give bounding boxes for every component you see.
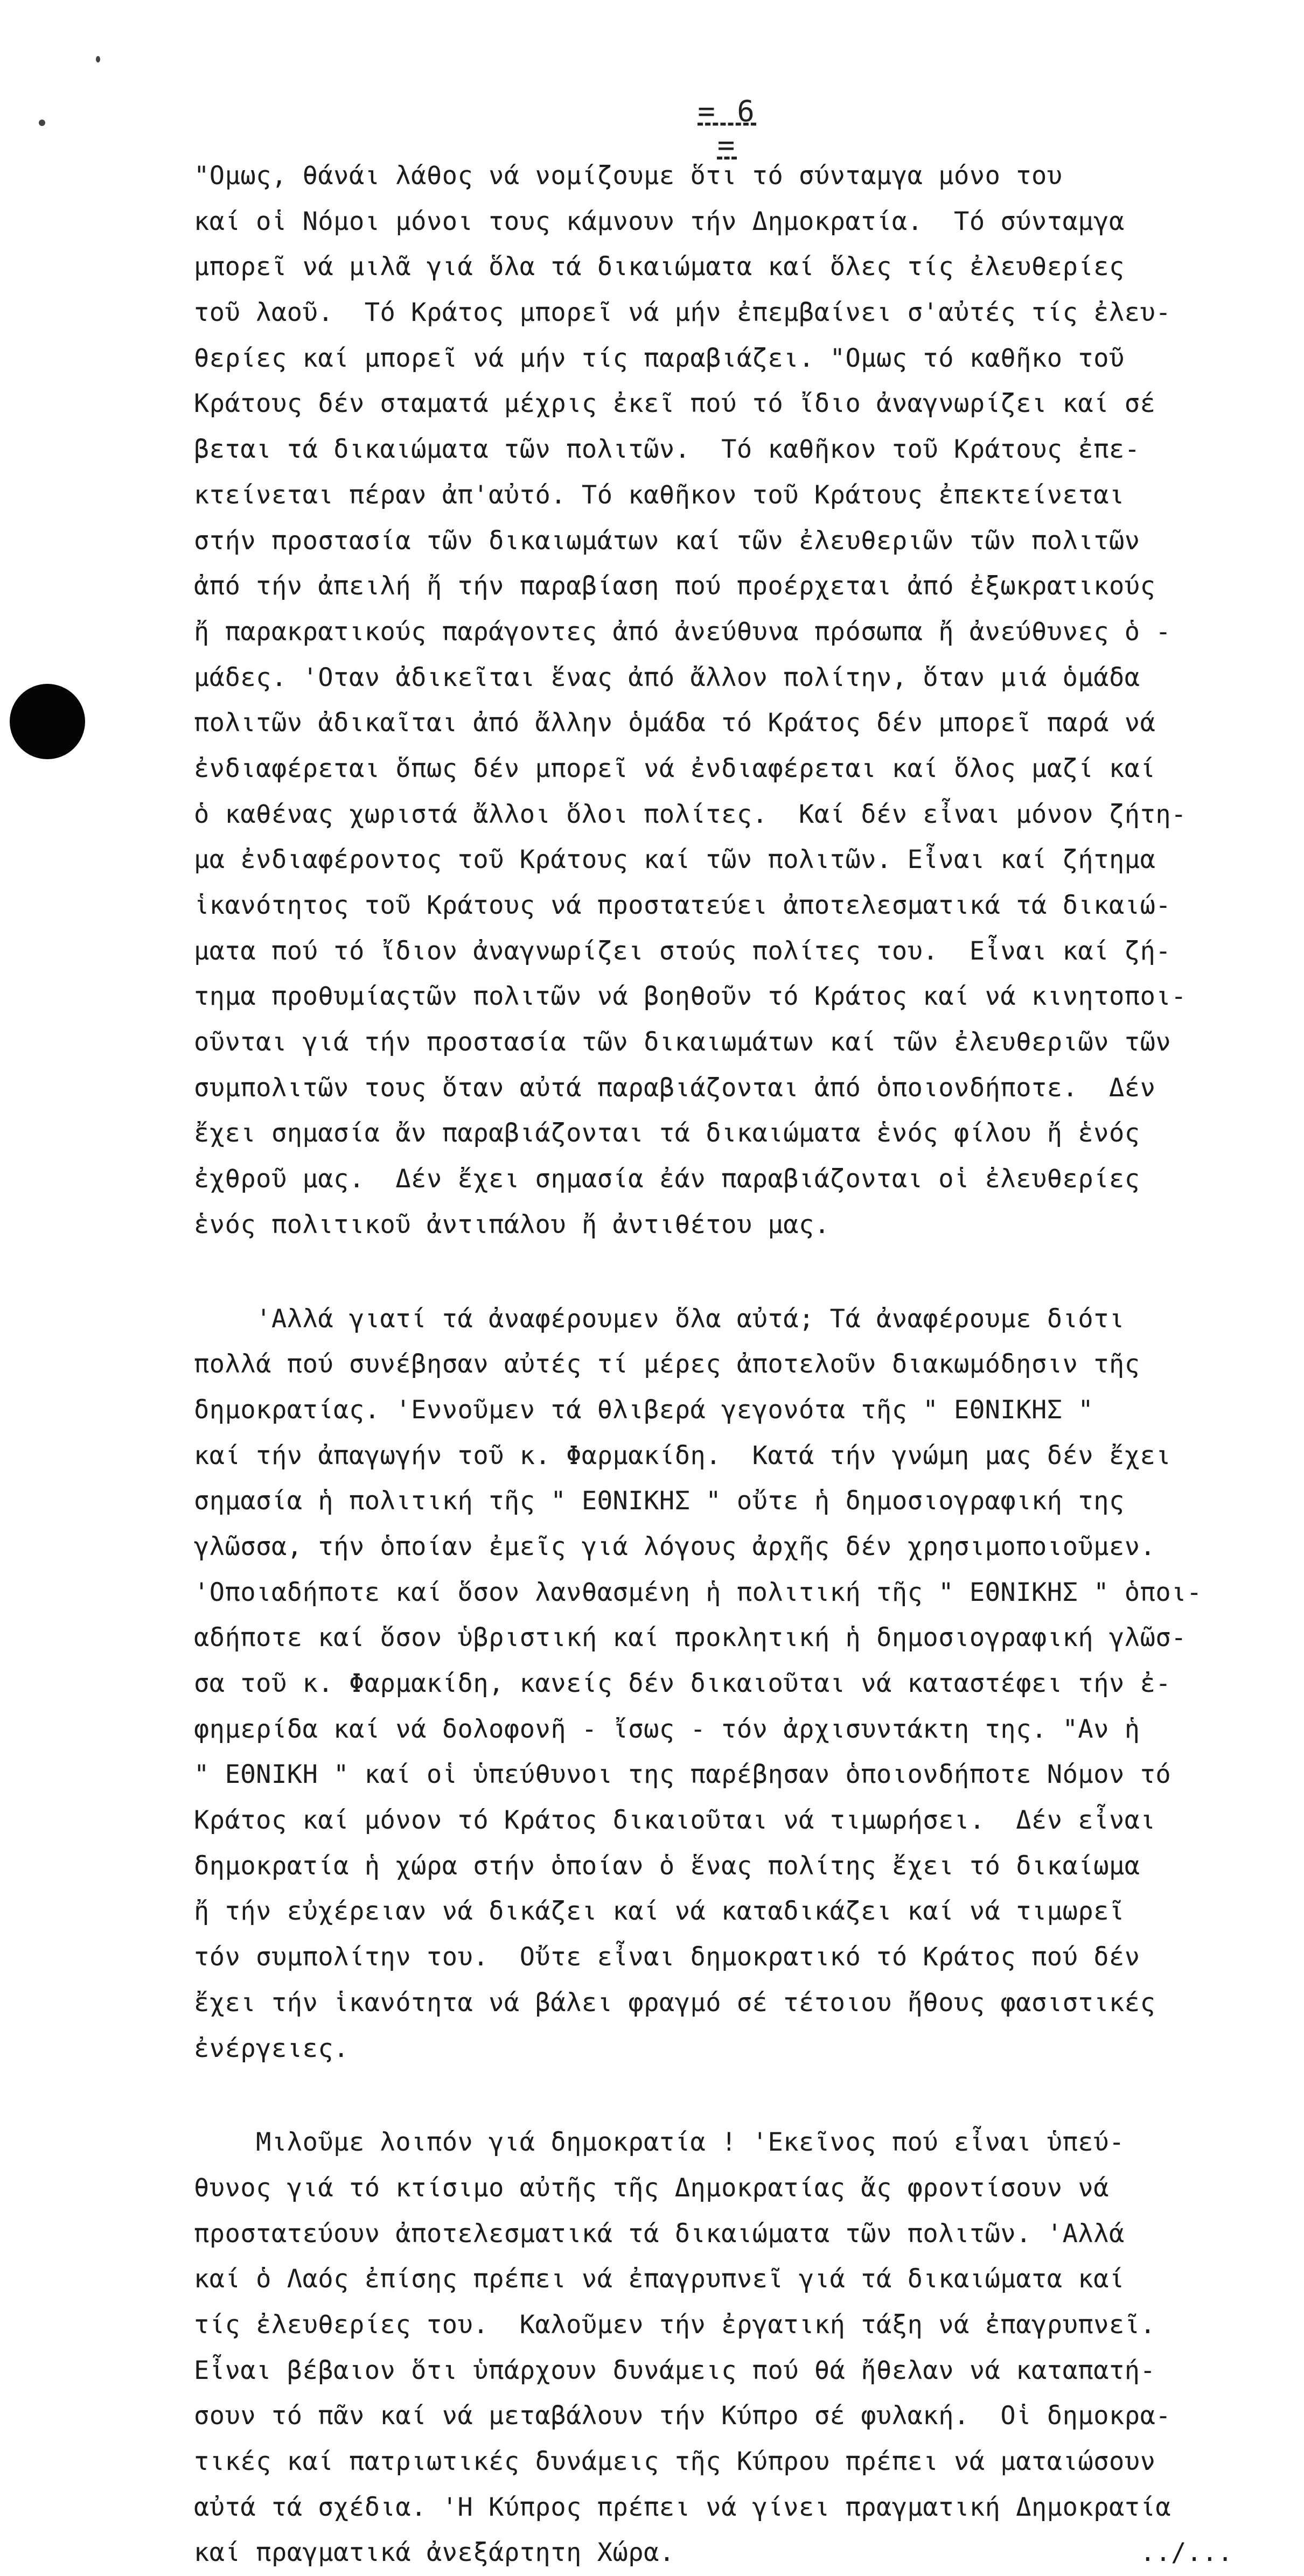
text-line: "Ομως, θάνάι λάθος νά νομίζουμε ὅτι τό σύνταμγα μόνο του — [194, 161, 1063, 191]
text-line: Εἶναι βέβαιον ὅτι ὑπάρχουν δυνάμεις πού θά ἤθελαν νά καταπατή- — [194, 2355, 1156, 2385]
text-line: ὁ καθένας χωριστά ἄλλοι ὅλοι πολίτες. Καί δέν εἶναι μόνον ζήτη- — [194, 799, 1187, 829]
text-line: " ΕΘΝΙΚΗ " καί οἱ ὑπεύθυνοι της παρέβησαν ὁποιονδήποτε Νόμον τό — [194, 1760, 1171, 1790]
text-line: Κράτους δέν σταματά μέχρις ἐκεῖ πού τό ἴδιο ἀναγνωρίζει καί σέ — [194, 389, 1156, 419]
text-line: ματα πού τό ἴδιον ἀναγνωρίζει στούς πολίτες του. Εἶναι καί ζή- — [194, 936, 1171, 966]
ink-speck — [39, 120, 45, 126]
text-line: σουν τό πᾶν καί νά μεταβάλουν τήν Κύπρο σέ φυλακή. Οἱ δημοκρα- — [194, 2401, 1171, 2431]
paragraph-gap — [194, 2071, 1298, 2120]
text-line: κτείνεται πέραν ἀπ'αὐτό. Τό καθῆκον τοῦ Κράτους ἐπεκτείνεται — [194, 480, 1125, 510]
text-line: βεται τά δικαιώματα τῶν πολιτῶν. Τό καθῆκον τοῦ Κράτους ἐπε- — [194, 435, 1140, 465]
text-line: Κράτος καί μόνον τό Κράτος δικαιοῦται νά τιμωρήσει. Δέν εἶναι — [194, 1805, 1156, 1836]
text-line: 'Αλλά γιατί τά ἀναφέρουμεν ὅλα αὐτά; Τά ἀναφέρουμε διότι — [194, 1304, 1125, 1334]
text-line: τημα προθυμίαςτῶν πολιτῶν νά βοηθοῦν τό Κράτος καί νά κινητοποι- — [194, 982, 1187, 1012]
text-line: τοῦ λαοῦ. Τό Κράτος μπορεῖ νά μήν ἐπεμβαίνει σ'αὐτές τίς ἐλευ- — [194, 298, 1171, 328]
text-line: ἐνδιαφέρεται ὅπως δέν μπορεῖ νά ἐνδιαφέρεται καί ὅλος μαζί καί — [194, 753, 1156, 783]
paragraph-gap — [194, 1248, 1298, 1297]
text-line: θυνος γιά τό κτίσιμο αὐτῆς τῆς Δημοκρατίας ἄς φροντίσουν νά — [194, 2173, 1109, 2203]
page-number: = 6 = — [698, 94, 757, 162]
text-line: μπορεῖ νά μιλᾶ γιά ὅλα τά δικαιώματα καί ὅλες τίς ἐλευθερίες — [194, 252, 1125, 282]
text-line: συμπολιτῶν τους ὅταν αὐτά παραβιάζονται ἀπό ὁποιονδήποτε. Δέν — [194, 1073, 1156, 1103]
text-line: θερίες καί μπορεῖ νά μήν τίς παραβιάζει. "Ομως τό καθῆκο τοῦ — [194, 343, 1125, 373]
text-line: τίς ἐλευθερίες του. Καλοῦμεν τήν ἐργατική τάξη νά ἐπαγρυπνεῖ. — [194, 2309, 1156, 2340]
text-line: καί πραγματικά ἀνεξάρτητη Χώρα. ../... — [194, 2538, 1233, 2568]
text-line: ἔχει σημασία ἄν παραβιάζονται τά δικαιώματα ἑνός φίλου ἤ ἑνός — [194, 1118, 1140, 1149]
text-line: δημοκρατία ἡ χώρα στήν ὁποίαν ὁ ἕνας πολίτης ἔχει τό δικαίωμα — [194, 1851, 1140, 1881]
text-line: μα ἐνδιαφέροντος τοῦ Κράτους καί τῶν πολιτῶν. Εἶναι καί ζήτημα — [194, 845, 1156, 875]
text-line: πολιτῶν ἀδικαῖται ἀπό ἄλλην ὁμάδα τό Κράτος δέν μπορεῖ παρά νά — [194, 708, 1156, 738]
text-line: καί οἱ Νόμοι μόνοι τους κάμνουν τήν Δημοκρατία. Τό σύνταμγα — [194, 206, 1125, 236]
text-line: αὐτά τά σχέδια. 'Η Κύπρος πρέπει νά γίνει πραγματική Δημοκρατία — [194, 2492, 1171, 2522]
paragraph-1 — [194, 153, 1298, 1248]
text-line: ἱκανότητος τοῦ Κράτους νά προστατεύει ἀποτελεσματικά τά δικαιώ- — [194, 891, 1171, 920]
text-line: ἀπό τήν ἀπειλή ἤ τήν παραβίαση πού προέρχεται ἀπό ἐξωκρατικούς — [194, 571, 1156, 601]
text-line: Μιλοῦμε λοιπόν γιά δημοκρατία ! 'Εκεῖνος πού εἶναι ὑπεύ- — [194, 2127, 1125, 2158]
text-line: ἔχει τήν ἱκανότητα νά βάλει φραγμό σέ τέτοιου ἤθους φασιστικές — [194, 1987, 1156, 2018]
paragraph-3 — [194, 2120, 1298, 2576]
text-line: πολλά πού συνέβησαν αὐτές τί μέρες ἀποτελοῦν διακωμόδησιν τῆς — [194, 1349, 1140, 1380]
ink-speck — [96, 56, 100, 62]
text-line: γλῶσσα, τήν ὁποίαν ἐμεῖς γιά λόγους ἀρχῆς δέν χρησιμοποιοῦμεν. — [194, 1531, 1156, 1562]
text-line: μάδες. 'Οταν ἀδικεῖται ἕνας ἀπό ἄλλον πολίτην, ὅταν μιά ὁμάδα — [194, 662, 1140, 692]
text-line: τόν συμπολίτην του. Οὔτε εἶναι δημοκρατικό τό Κράτος πού δέν — [194, 1942, 1140, 1972]
text-line: οῦνται γιά τήν προστασία τῶν δικαιωμάτων καί τῶν ἐλευθεριῶν τῶν — [194, 1027, 1171, 1058]
body-text — [194, 153, 1298, 2576]
text-line: ἤ τήν εὐχέρειαν νά δικάζει καί νά καταδικάζει καί νά τιμωρεῖ — [194, 1896, 1125, 1927]
text-line: φημερίδα καί νά δολοφονῆ - ἴσως - τόν ἀρχισυντάκτη της. "Αν ἡ — [194, 1714, 1140, 1744]
paragraph-2 — [194, 1297, 1298, 2072]
punch-hole — [10, 684, 85, 759]
text-line: αδήποτε καί ὅσον ὑβριστική καί προκλητική ἡ δημοσιογραφική γλῶσ- — [194, 1623, 1187, 1653]
text-line: καί τήν ἀπαγωγήν τοῦ κ. Φαρμακίδη. Κατά τήν γνώμη μας δέν ἔχει — [194, 1440, 1171, 1471]
text-line: προστατεύουν ἀποτελεσματικά τά δικαιώματα τῶν πολιτῶν. 'Αλλά — [194, 2218, 1125, 2249]
text-line: ἑνός πολιτικοῦ ἀντιπάλου ἤ ἀντιθέτου μας. — [194, 1209, 830, 1240]
text-line: σημασία ἡ πολιτική τῆς " ΕΘΝΙΚΗΣ " οὔτε ἡ δημοσιογραφική της — [194, 1486, 1125, 1516]
text-line: σα τοῦ κ. Φαρμακίδη, κανείς δέν δικαιοῦται νά καταστέφει τήν ἐ- — [194, 1669, 1171, 1698]
text-line: στήν προστασία τῶν δικαιωμάτων καί τῶν ἐλευθεριῶν τῶν πολιτῶν — [194, 526, 1140, 556]
text-line: καί ὁ Λαός ἐπίσης πρέπει νά ἐπαγρυπνεῖ γιά τά δικαιώματα καί — [194, 2264, 1125, 2294]
text-line: ἤ παρακρατικούς παράγοντες ἀπό ἀνεύθυνα πρόσωπα ἤ ἀνεύθυνες ὁ - — [194, 617, 1171, 647]
text-line: δημοκρατίας. 'Εννοῦμεν τά θλιβερά γεγονότα τῆς " ΕΘΝΙΚΗΣ " — [194, 1395, 1094, 1425]
text-line: τικές καί πατριωτικές δυνάμεις τῆς Κύπρου πρέπει νά ματαιώσουν — [194, 2447, 1156, 2476]
text-line: ἐχθροῦ μας. Δέν ἔχει σημασία ἐάν παραβιάζονται οἱ ἐλευθερίες — [194, 1164, 1140, 1194]
text-line: 'Οποιαδήποτε καί ὅσον λανθασμένη ἡ πολιτική τῆς " ΕΘΝΙΚΗΣ " ὁποι- — [194, 1577, 1202, 1607]
text-line: ἐνέργειες. — [194, 2033, 349, 2063]
